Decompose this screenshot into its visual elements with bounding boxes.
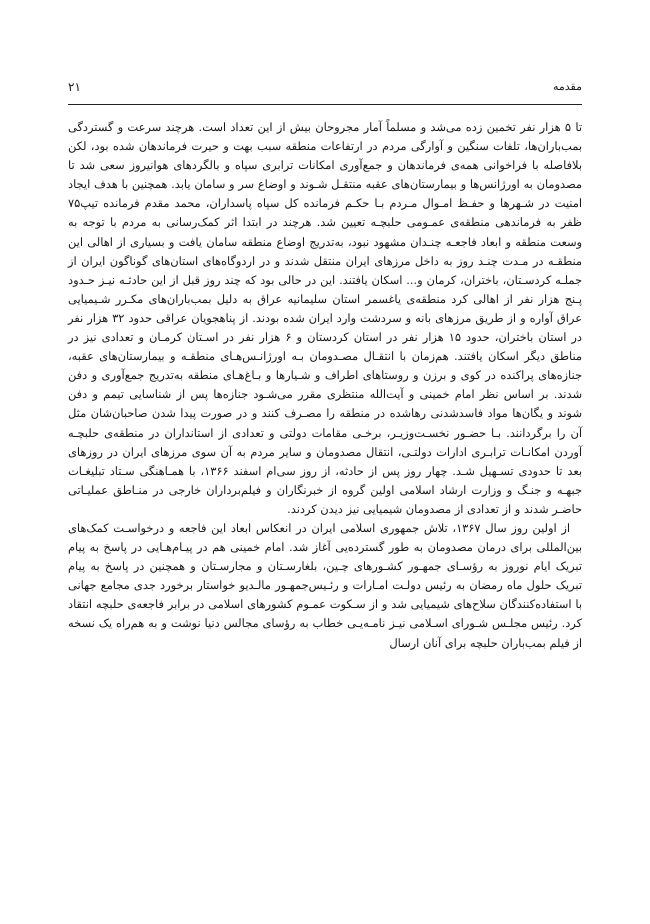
header-rule (68, 104, 582, 105)
chapter-title: مقدمه (552, 80, 582, 93)
paragraph: تا ۵ هزار نفر تخمین زده می‌شد و مسلماً آمار مجروحان بیش از این تعداد است. هرچند سرعت و گستردگی بمب‌باران‌ها، تلفات سنگین و آوارگی مردم در ارتفاعات منطقه سبب بهت و حیرت فرماندهان شده بود، لکن بلافاصله با فراخوانی همه‌ی فرماندهان و جمع‌آوری امکانات ترابری سپاه و بالگردهای هوانیروز سعی شد تا مصدومان به اورژانس‌ها و بیمارستان‌های عقبه منتقـل شـوند و اوضاع سر و سامان یابد. همچنین با هدف ایجاد امنیت در شـهرها و حفـظ امـوال مـردم بـا حکـم فرمانده کل سپاه پاسداران، محمد مقدم فرمانده تیپ۷۵ ظفر به فرماندهی منطقه‌ی عمـومی حلبچـه تعیین شد. هرچند در ابتدا اثر کمک‌رسانی به مردم با توجه به وسعت منطقه و ابعاد فاجعـه چنـدان مشهود نبود، به‌تدریج اوضاع منطقه سامان یافت و بسیاری از اهالی این منطقـه در مـدت چنـد روز به داخل مرزهای ایران منتقل شدند و در اردوگاه‌های استان‌های گوناگون ایران از جملـه کردسـتان، باختران، کرمان و... اسکان یافتند. این در حالی بود که چند روز قبل از این حادثـه نیـز حـدود پـنج هزار نفر از اهالی کرد منطقه‌ی یاغسمر استان سلیمانیه عراق به دلیل بمب‌باران‌های مکـرر شـیمیایی عراق آواره و از طریق مرزهای بانه و سردشت وارد ایران شده بودند. از پناهجویان عراقی حدود ۳۲ هزار نفر در استان باختران، حدود ۱۵ هزار نفر در استان کردستان و ۶ هزار نفر در اسـتان کرمـان و تعدادی نیز در مناطق دیگر اسکان یافتند. هم‌زمان با انتقـال مصـدومان بـه اورژانـس‌هـای منطقـه و بیمارستان‌های عقبه، جنازه‌های پراکنده در کوی و برزن و روستاهای اطراف و شـیارها و بـاغ‌هـای منطقه به‌تدریج جمع‌آوری و دفن شدند. بر اساس نظر امام خمینی و آیت‌الله منتظری مقرر می‌شـود جنازه‌ها پس از شناسایی تیمم و دفن شوند و یگان‌ها مواد فاسدشدنی رهاشده در منطقه را مصـرف کنند و در صورت پیدا شدن صاحبان‌شان مثل آن را برگردانند. بـا حضـور نخسـت‌وزیـر، برخـی مقامات دولتی و تعدادی از استانداران در منطقه‌ی حلبچـه آوردن امکانـات ترابـری ادارات دولتـی، انتقال مصدومان و سایر مردم به آن سوی مرزهای ایران در روزهای بعد تا حدودی تسـهیل شـد. چهار روز پس از حادثه، از روز سی‌ام اسفند ۱۳۶۶، با همـاهنگی سـتاد تبلیغـات جبهـه و جنـگ و وزارت ارشاد اسلامی اولین گروه از خبرنگاران و فیلم‌برداران خارجی در منـاطق عملیـاتی حاضـر شدند و از تعدادی از مصدومان شیمیایی نیز دیدن کردند. (68, 120, 583, 516)
running-head (68, 80, 582, 98)
body-text (68, 118, 582, 653)
page-number: ۲۱ (68, 80, 81, 94)
paragraph: از اولین روز سال ۱۳۶۷، تلاش جمهوری اسلامی ایران در انعکاس ابعاد این فاجعه و درخواسـت کمک‌های بین‌المللی برای درمان مصدومان به طور گسترده‌یی آغاز شد. امام خمینی هم در پیـام‌هـایی در پاسخ به پیام تبریک ایام نوروز به رؤسـای جمهـور کشـورهای چـین، بلغارسـتان و مجارسـتان و همچنین در پاسخ به پیام تبریک حلول ماه رمضان به رئیس دولـت امـارات و رئـیس‌جمهـور مالـدیو خواستار برخورد جدی مجامع جهانی با استفاده‌کنندگان سلاح‌های شیمیایی شد و از سـکوت عمـوم کشورهای اسلامی در برابر فاجعه‌ی حلبچه انتقاد کرد. رئیس مجلـس شـورای اسـلامی نیـز نامـه‌یـی خطاب به رؤسای مجالس دنیا نوشت و به هم‌راه یک نسخه از فیلم بمب‌باران حلبچه برای آنان ارسال (68, 520, 582, 650)
